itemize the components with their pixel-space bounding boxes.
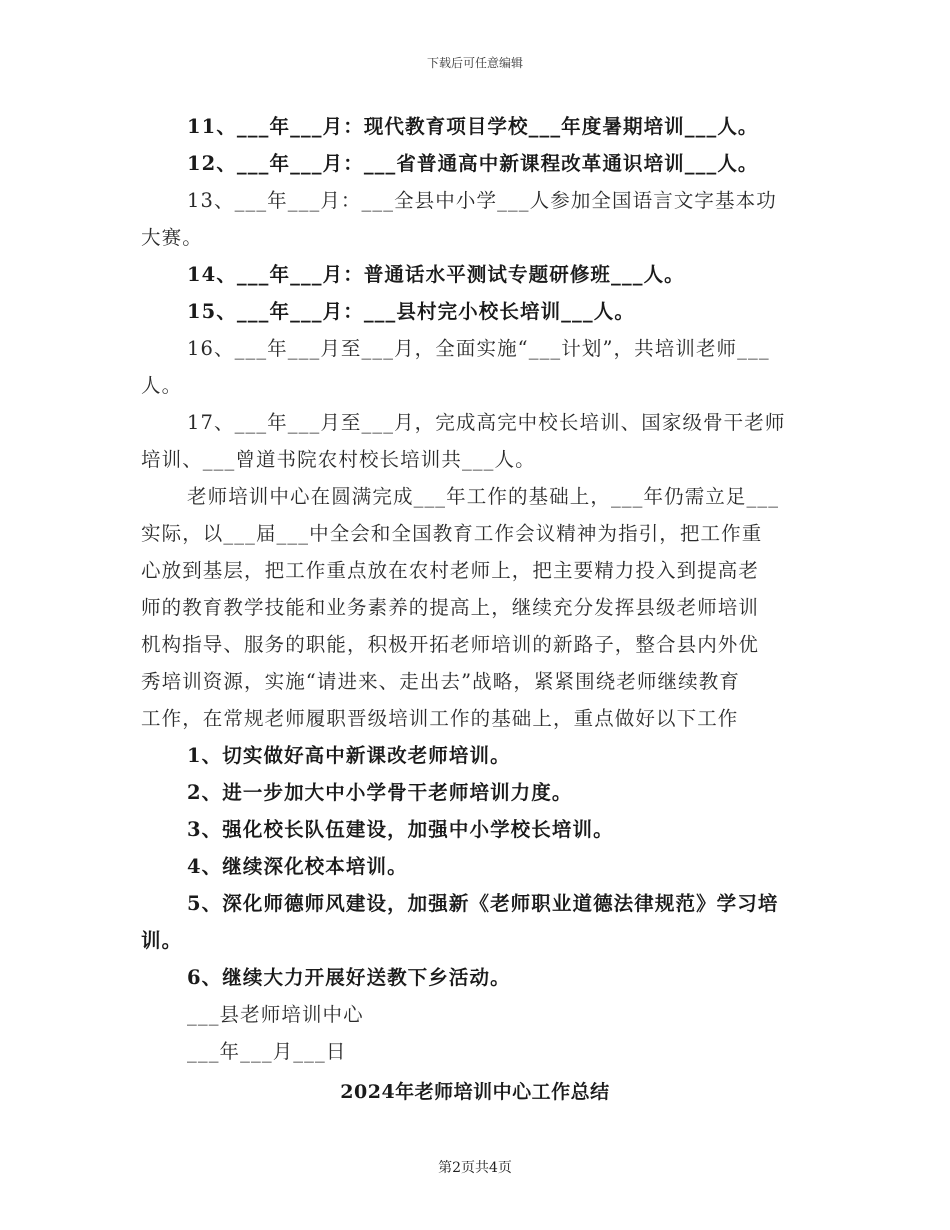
text-line: 机构指导、服务的职能，积极开拓老师培训的新路子，整合县内外优 bbox=[141, 633, 760, 656]
text-line: 1、切实做好高中新课改老师培训。 bbox=[187, 744, 511, 767]
text-line: 秀培训资源，实施“请进来、走出去”战略，紧紧围绕老师继续教育 bbox=[141, 670, 740, 693]
page-number: 第2页共4页 bbox=[438, 1160, 512, 1176]
text-line: 3、强化校长队伍建设，加强中小学校长培训。 bbox=[187, 818, 614, 841]
text-line: 师的教育教学技能和业务素养的提高上，继续充分发挥县级老师培训 bbox=[141, 596, 760, 619]
text-line: 老师培训中心在圆满完成___年工作的基础上，___年仍需立足___ bbox=[187, 485, 780, 508]
text-line: 大赛。 bbox=[141, 226, 203, 249]
text-line: 6、继续大力开展好送教下乡活动。 bbox=[187, 966, 511, 989]
text-line: 15、___年___月：___县村完小校长培训___人。 bbox=[187, 300, 635, 323]
text-line: 11、___年___月：现代教育项目学校___年度暑期培训___人。 bbox=[187, 115, 759, 138]
text-line: ___县老师培训中心 bbox=[187, 1003, 364, 1026]
text-line: 14、___年___月：普通话水平测试专题研修班___人。 bbox=[187, 263, 685, 286]
text-line: 16、___年___月至___月，全面实施“___计划”，共培训老师___ bbox=[187, 337, 770, 360]
text-line: 13、___年___月：___全县中小学___人参加全国语言文字基本功 bbox=[187, 189, 777, 212]
document-title: 2024年老师培训中心工作总结 bbox=[340, 1081, 610, 1103]
text-line: 5、深化师德师风建设，加强新《老师职业道德法律规范》学习培 bbox=[187, 892, 779, 915]
text-line: 训。 bbox=[141, 929, 183, 952]
header-note: 下载后可任意编辑 bbox=[426, 56, 523, 70]
text-line: 实际，以___届___中全会和全国教育工作会议精神为指引，把工作重 bbox=[141, 522, 763, 545]
document-body bbox=[141, 108, 809, 1070]
text-line: 4、继续深化校本培训。 bbox=[187, 855, 408, 878]
text-line: 工作，在常规老师履职晋级培训工作的基础上，重点做好以下工作 bbox=[141, 707, 739, 730]
text-line: 培训、___曾道书院农村校长培训共___人。 bbox=[141, 448, 536, 471]
text-line: 17、___年___月至___月，完成高完中校长培训、国家级骨干老师 bbox=[187, 411, 786, 434]
text-line: ___年___月___日 bbox=[187, 1040, 347, 1063]
text-line: 12、___年___月：___省普通高中新课程改革通识培训___人。 bbox=[187, 152, 759, 175]
text-line: 2、进一步加大中小学骨干老师培训力度。 bbox=[187, 781, 573, 804]
text-line: 心放到基层，把工作重点放在农村老师上，把主要精力投入到提高老 bbox=[141, 559, 760, 582]
text-line: 人。 bbox=[141, 374, 183, 397]
